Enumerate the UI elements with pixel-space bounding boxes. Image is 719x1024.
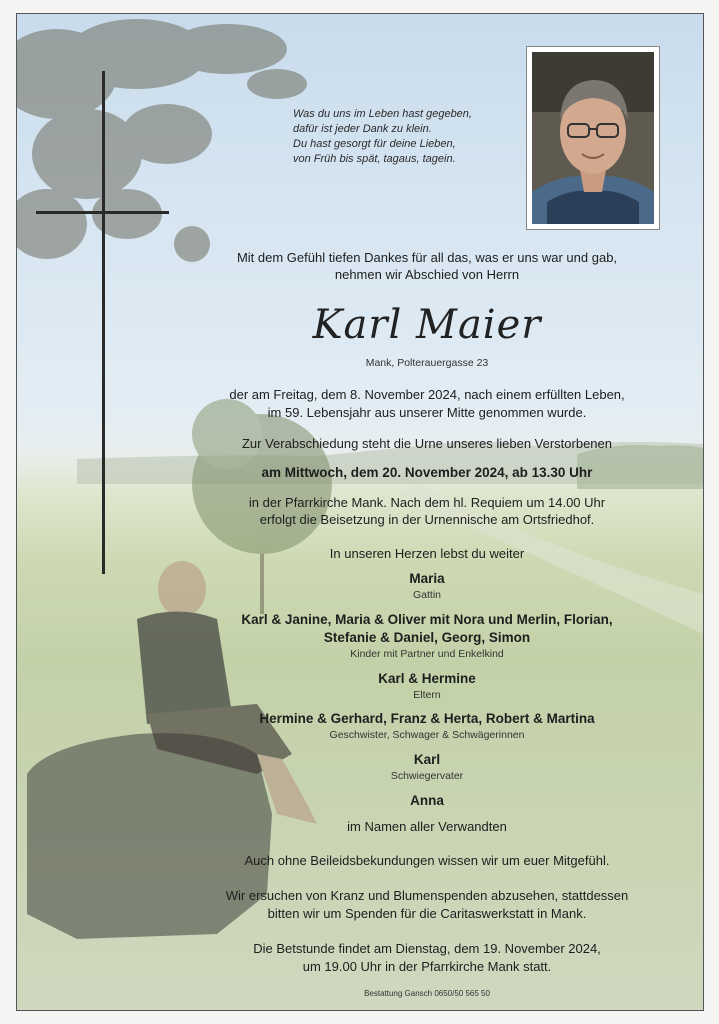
- poem-line: Was du uns im Leben hast gegeben,: [293, 108, 472, 120]
- cross-vertical-beam: [102, 71, 105, 574]
- deceased-address: Mank, Polterauergasse 23: [365, 357, 489, 369]
- farewell-place-line: in der Pfarrkirche Mank. Nach dem hl. Requiem um 14.00 Uhr: [248, 495, 606, 510]
- mourner-relation: Eltern: [413, 689, 441, 701]
- mourner-names: Maria: [409, 571, 445, 586]
- poem: [293, 107, 523, 167]
- portrait-image: [532, 52, 654, 224]
- intro-line: nehmen wir Abschied von Herrn: [334, 267, 520, 282]
- prayer-line: Die Betstunde findet am Dienstag, dem 19. November 2024,: [253, 941, 601, 956]
- condolence-line: Auch ohne Beileidsbekundungen wissen wir um euer Mitgefühl.: [244, 853, 610, 868]
- cross-horizontal-beam: [36, 211, 169, 214]
- death-notice-line: im 59. Lebensjahr aus unserer Mitte genommen wurde.: [267, 405, 587, 420]
- poem-line: Du hast gesorgt für deine Lieben,: [293, 138, 456, 150]
- farewell-intro: Zur Verabschiedung steht die Urne unseres lieben Verstorbenen: [241, 436, 612, 451]
- mourner-relation: Gattin: [412, 589, 441, 601]
- relatives-line: im Namen aller Verwandten: [347, 819, 507, 834]
- farewell-place-line: erfolgt die Beisetzung in der Urnennische am Ortsfriedhof.: [259, 512, 595, 527]
- mourner-relation: Schwiegervater: [390, 770, 464, 782]
- poem-line: von Früh bis spät, tagaus, tagein.: [293, 153, 456, 165]
- mourner-names: Stefanie & Daniel, Georg, Simon: [323, 630, 531, 645]
- heart-line: In unseren Herzen lebst du weiter: [329, 546, 525, 561]
- death-notice-line: der am Freitag, dem 8. November 2024, nach einem erfüllten Leben,: [229, 387, 625, 402]
- mourner-names: Anna: [410, 793, 444, 808]
- mourner-names: Karl & Janine, Maria & Oliver mit Nora und Merlin, Florian,: [241, 612, 613, 627]
- portrait-photo: [526, 46, 660, 230]
- donation-line: bitten wir um Spenden für die Caritaswerkstatt in Mank.: [267, 906, 587, 921]
- deceased-name: Karl Maier: [312, 302, 542, 348]
- intro-line: Mit dem Gefühl tiefen Dankes für all das, was er uns war und gab,: [236, 250, 618, 265]
- mourner-relation: Kinder mit Partner und Enkelkind: [350, 648, 504, 660]
- farewell-date: am Mittwoch, dem 20. November 2024, ab 13.30 Uhr: [261, 465, 593, 480]
- mourner-relation: Geschwister, Schwager & Schwägerinnen: [329, 729, 525, 741]
- donation-line: Wir ersuchen von Kranz und Blumenspenden abzusehen, stattdessen: [225, 888, 629, 903]
- funeral-home-footer: Bestattung Gansch 0650/50 565 50: [364, 989, 490, 998]
- mourner-names: Hermine & Gerhard, Franz & Herta, Robert & Martina: [259, 711, 595, 726]
- poem-line: dafür ist jeder Dank zu klein.: [293, 123, 432, 135]
- mourner-names: Karl: [413, 752, 441, 767]
- mourner-names: Karl & Hermine: [378, 671, 476, 686]
- obituary-sheet: [16, 13, 704, 1011]
- prayer-line: um 19.00 Uhr in der Pfarrkirche Mank statt.: [302, 959, 552, 974]
